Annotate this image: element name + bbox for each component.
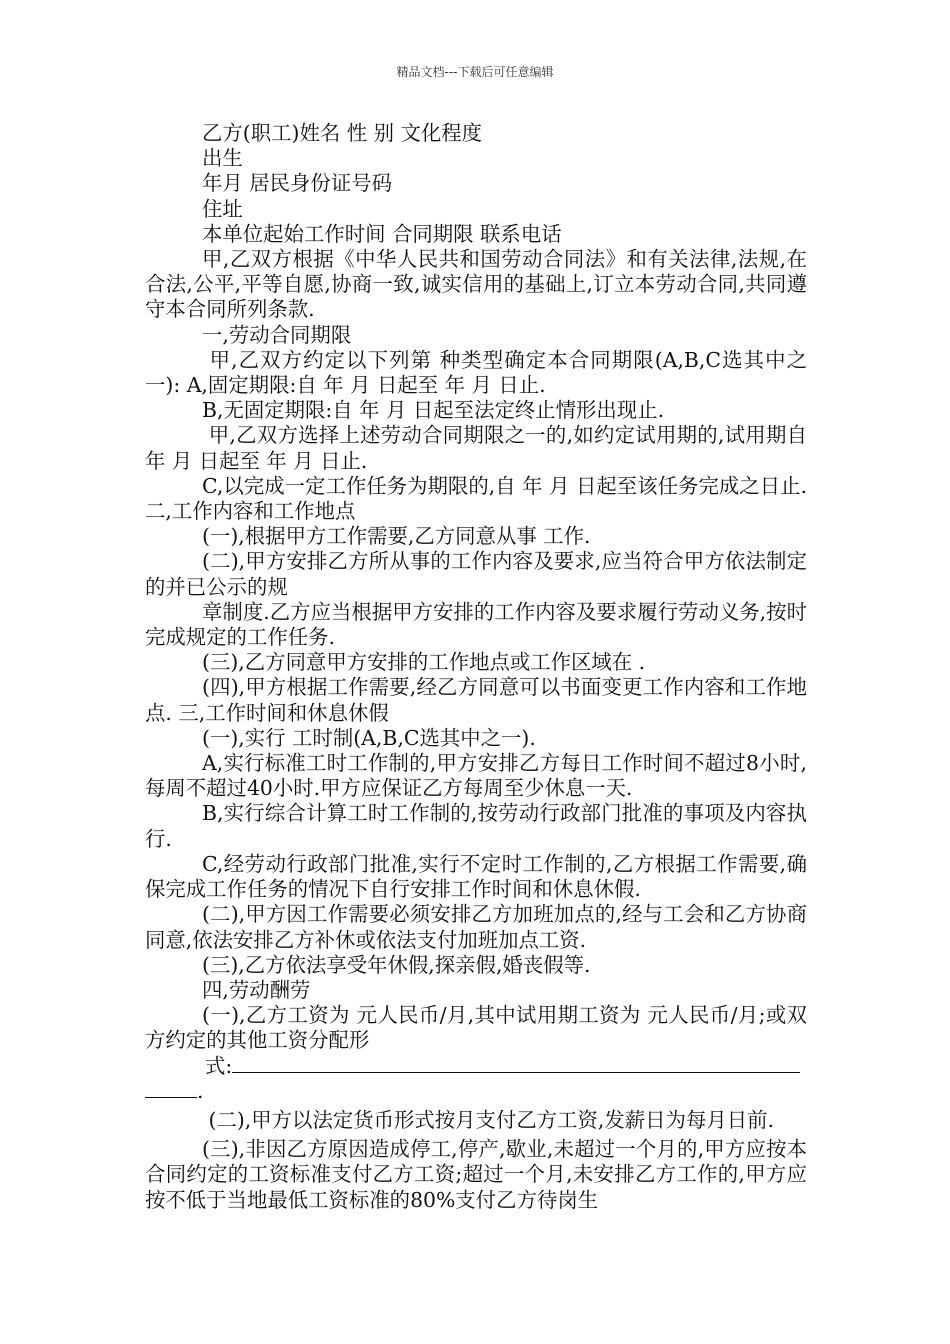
paragraph-address: 住址 xyxy=(202,196,243,221)
paragraph-term-open-ended: B,无固定期限:自 年 月 日起至法定终止情形出现止. xyxy=(202,398,665,423)
salary-form-blank-line-end xyxy=(145,1079,197,1098)
paragraph-comprehensive-hours: B,实行综合计算工时工作制的,按劳动行政部门批准的事项及内容执行. xyxy=(145,801,807,851)
paragraph-preamble: 甲,乙双方根据《中华人民共和国劳动合同法》和有关法律,法规,在合法,公平,平等自愿,协商一致,诚实信用的基础上,订立本劳动合同,共同遵守本合同所列条款. xyxy=(145,247,807,322)
paragraph-flexible-hours: C,经劳动行政部门批准,实行不定时工作制的,乙方根据工作需要,确保完成工作任务的情况下自行安排工作时间和休息休假. xyxy=(145,851,807,902)
paragraph-job-assignment: (一),根据甲方工作需要,乙方同意从事 工作. xyxy=(202,524,591,549)
paragraph-job-requirements: (二),甲方安排乙方所从事的工作内容及要求,应当符合甲方依法制定的并已公示的规 xyxy=(145,549,807,599)
document-body xyxy=(145,121,814,1213)
paragraph-payday: (二),甲方以法定货币形式按月支付乙方工资,发薪日为每月日前. xyxy=(202,1107,774,1132)
paragraph-salary-form xyxy=(145,1054,807,1079)
paragraph-overtime: (二),甲方因工作需要必须安排乙方加班加点的,经与工会和乙方协商同意,依法安排乙方补休或依法支付加班加点工资. xyxy=(145,902,807,952)
salary-form-blank-line xyxy=(232,1054,800,1073)
section-heading-contract-term: 一,劳动合同期限 xyxy=(202,322,352,347)
paragraph-start-date: 本单位起始工作时间 合同期限 联系电话 xyxy=(202,221,562,246)
paragraph-birth: 出生 xyxy=(202,146,243,171)
paragraph-job-change: (四),甲方根据工作需要,经乙方同意可以书面变更工作内容和工作地点. 三,工作时间和休息休假 xyxy=(145,675,807,725)
paragraph-term-types: 甲,乙双方约定以下列第 种类型确定本合同期限(A,B,C选其中之一): A,固定期限:自 年 月 日起至 年 月 日止. xyxy=(145,347,807,398)
paragraph-work-stoppage: (三),非因乙方原因造成停工,停产,歇业,未超过一个月的,甲方应按本合同约定的工资标准支付乙方工资;超过一个月,未安排乙方工作的,甲方应按不低于当地最低工资标准的80%支付乙方待岗生 xyxy=(145,1137,807,1212)
paragraph-leave: (三),乙方依法享受年休假,探亲假,婚丧假等. xyxy=(202,952,591,977)
paragraph-salary-form-end xyxy=(145,1079,807,1104)
paragraph-standard-hours: A,实行标准工时工作制的,甲方安排乙方每日工作时间不超过8小时,每周不超过40小时.甲方应保证乙方每周至少休息一天. xyxy=(145,751,807,801)
page-header-watermark: 精品文档---下载后可任意编辑 xyxy=(396,65,554,79)
paragraph-job-duties: 章制度.乙方应当根据甲方安排的工作内容及要求履行劳动义务,按时完成规定的工作任务. xyxy=(145,599,807,650)
paragraph-employee-name: 乙方(职工)姓名 性 别 文化程度 xyxy=(202,121,483,145)
section-heading-remuneration: 四,劳动酬劳 xyxy=(202,977,311,1002)
paragraph-work-location: (三),乙方同意甲方安排的工作地点或工作区域在 . xyxy=(202,650,646,675)
salary-form-period: . xyxy=(197,1078,204,1103)
salary-form-label: 式: xyxy=(205,1053,233,1078)
paragraph-work-hours-system: (一),实行 工时制(A,B,C选其中之一). xyxy=(202,725,536,750)
paragraph-salary-amount: (一),乙方工资为 元人民币/月,其中试用期工资为 元人民币/月;或双方约定的其他工资分配形 xyxy=(145,1003,807,1053)
paragraph-probation: 甲,乙双方选择上述劳动合同期限之一的,如约定试用期的,试用期自 年 月 日起至 年 月 日止. xyxy=(145,423,814,473)
paragraph-task-based-term: C,以完成一定工作任务为期限的,自 年 月 日起至该任务完成之日止. 二,工作内容和工作地点 xyxy=(145,473,814,524)
paragraph-id-number: 年月 居民身份证号码 xyxy=(202,171,392,196)
